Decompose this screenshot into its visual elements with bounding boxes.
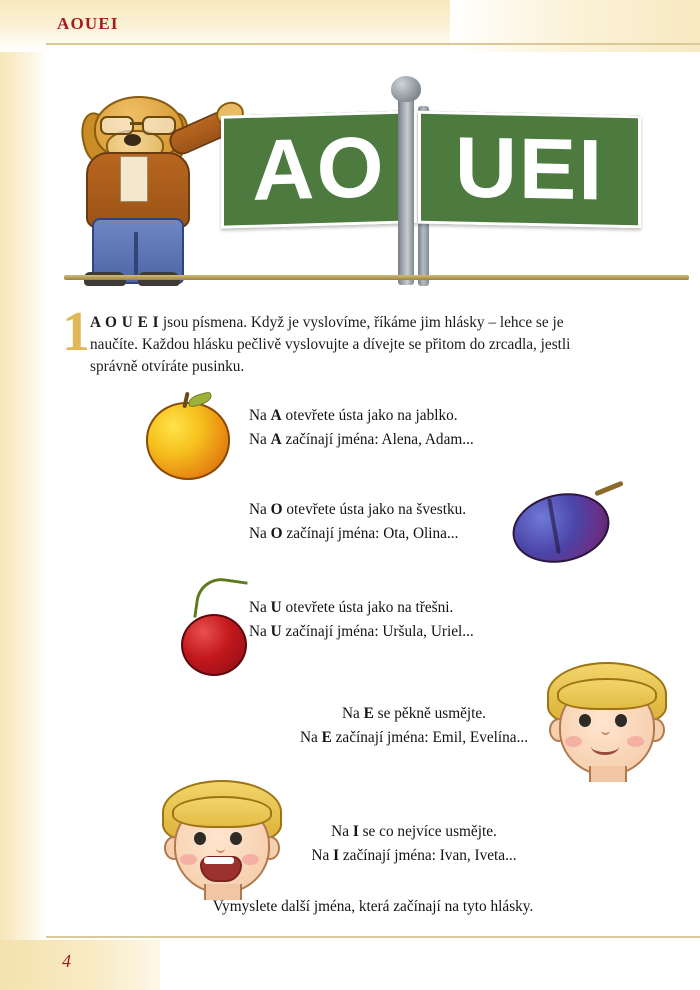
header-divider <box>46 43 700 45</box>
row-e-letter2: E <box>321 728 332 746</box>
intro-lead-letters: A O U E I <box>90 314 160 331</box>
row-u-line2 <box>249 620 549 644</box>
row-u-line1 <box>249 596 549 620</box>
row-i-line2-post: začínají jména: Ivan, Iveta... <box>339 846 517 864</box>
page-number: 4 <box>62 951 71 971</box>
boy2-eye-left-icon <box>194 832 206 845</box>
glasses-bridge <box>130 122 142 125</box>
row-u-line1-pre: Na <box>249 599 271 616</box>
row-o-line2-post: začínají jména: Ota, Olina... <box>282 524 459 542</box>
boy2-fringe-icon <box>172 796 272 828</box>
row-i-line1-pre: Na <box>331 823 353 840</box>
boy2-nose-icon <box>216 844 225 853</box>
row-text-i <box>284 820 544 867</box>
row-o-line2-pre: Na <box>249 524 271 542</box>
row-o-line1-pre: Na <box>249 501 271 518</box>
grinning-boy-illustration <box>158 778 282 898</box>
footer-divider <box>46 936 700 938</box>
row-o-line2 <box>249 522 549 546</box>
dog-trousers-seam <box>134 232 138 278</box>
row-i-letter1: I <box>352 823 359 840</box>
boy1-cheek-left-icon <box>565 736 582 747</box>
sign-pole-front <box>398 90 414 285</box>
row-letter-a <box>46 392 700 480</box>
sign-board-right: UEI <box>418 111 641 229</box>
row-i-line2 <box>284 844 544 868</box>
dog-shirt-icon <box>120 156 148 202</box>
row-e-line2-post: začínají jména: Emil, Evelína... <box>331 728 529 746</box>
dog-nose-icon <box>124 134 141 146</box>
closing-instruction: Vymyslete další jména, která začínají na tyto hlásky. <box>212 898 534 915</box>
row-a-line1-post: otevřete ústa jako na jablko. <box>281 407 458 424</box>
row-e-line1 <box>284 702 544 726</box>
row-letter-u <box>46 578 700 670</box>
intro-text: jsou písmena. Když je vyslovíme, říkáme jim hlásky – lehce se je naučíte. Každou hlásku pečlivě vyslovujte a dívejte se přitom do zrcadla, jestli správně otvíráte pusinku. <box>90 314 571 376</box>
dog-glasses-icon <box>94 116 182 132</box>
row-text-o <box>249 498 549 545</box>
row-text-e <box>284 702 544 749</box>
row-i-letter2: I <box>333 846 340 864</box>
row-u-letter1: U <box>270 599 282 616</box>
row-u-line2-pre: Na <box>249 622 271 640</box>
page-title: AOUEI <box>57 14 119 33</box>
boy1-mouth-icon <box>591 738 619 755</box>
boy2-eye-right-icon <box>230 832 242 845</box>
boy1-eye-left-icon <box>579 714 591 727</box>
boy2-teeth-icon <box>204 857 234 864</box>
row-a-line2 <box>249 428 549 452</box>
row-letter-o <box>46 482 700 572</box>
sign-board-left: AO <box>221 110 417 228</box>
row-i-line1 <box>284 820 544 844</box>
row-a-line1 <box>249 404 549 428</box>
row-text-u <box>249 596 549 643</box>
row-a-letter1: A <box>270 407 282 424</box>
boy1-nose-icon <box>601 726 610 735</box>
row-a-letter2: A <box>270 430 282 448</box>
row-e-line2 <box>284 726 544 750</box>
boy2-cheek-right-icon <box>242 854 259 865</box>
row-a-line2-pre: Na <box>249 430 271 448</box>
ground-line <box>64 275 689 280</box>
left-decorative-band <box>0 0 46 990</box>
footer-decorative-band <box>0 940 160 990</box>
row-e-line1-post: se pěkně usmějte. <box>373 705 487 722</box>
row-e-line1-pre: Na <box>341 705 364 722</box>
exercise-number: 1 <box>62 301 90 363</box>
row-u-line2-post: začínají jména: Uršula, Uriel... <box>281 622 474 640</box>
header-illustration <box>46 60 700 290</box>
smiling-boy-illustration <box>543 660 667 780</box>
row-e-line2-pre: Na <box>299 728 322 746</box>
row-u-letter2: U <box>270 622 282 640</box>
boy1-cheek-right-icon <box>627 736 644 747</box>
sign-pole-knob <box>391 76 421 102</box>
row-o-line1-post: otevřete ústa jako na švestku. <box>282 501 467 518</box>
row-letter-i <box>46 778 700 888</box>
row-o-letter1: O <box>270 501 283 518</box>
row-i-line2-pre: Na <box>311 846 334 864</box>
apple-illustration <box>146 402 230 480</box>
boy1-eye-right-icon <box>615 714 627 727</box>
row-i-line1-post: se co nejvíce usmějte. <box>358 823 497 840</box>
row-letter-e <box>46 660 700 770</box>
boy1-fringe-icon <box>557 678 657 710</box>
row-text-a <box>249 404 549 451</box>
row-o-letter2: O <box>270 524 283 542</box>
row-a-line1-pre: Na <box>249 407 271 424</box>
row-u-line1-post: otevřete ústa jako na třešni. <box>281 599 454 616</box>
plum-stem-icon <box>594 481 624 497</box>
intro-paragraph <box>90 312 610 379</box>
row-o-line1 <box>249 498 549 522</box>
row-a-line2-post: začínají jména: Alena, Adam... <box>281 430 474 448</box>
glasses-lens-left <box>100 116 134 135</box>
row-e-letter1: E <box>363 705 374 722</box>
boy2-cheek-left-icon <box>180 854 197 865</box>
dog-teacher-illustration <box>72 90 232 285</box>
